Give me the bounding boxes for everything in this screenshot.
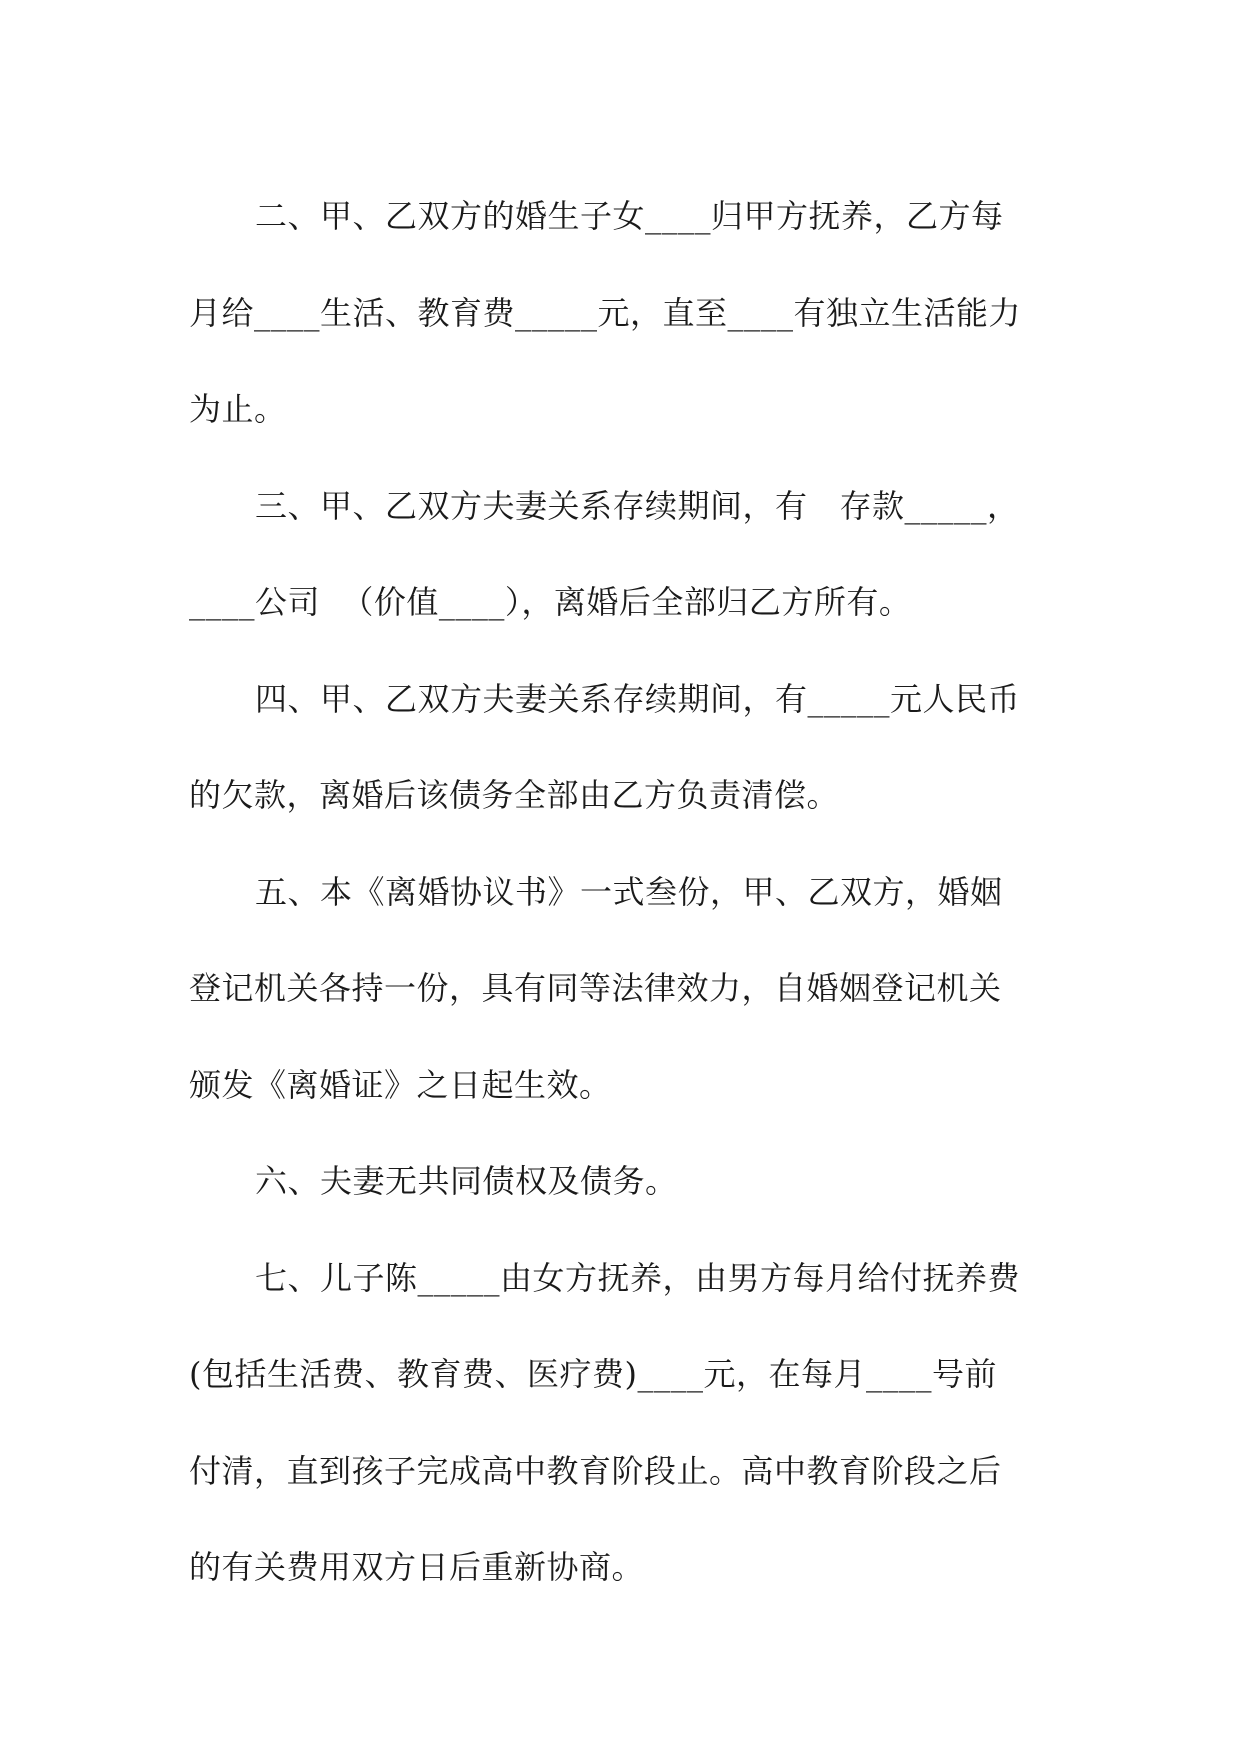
clause-5-line-3: 颁发《离婚证》之日起生效。 <box>189 1065 612 1104</box>
clause-5-line-1: 五、本《离婚协议书》一式叁份，甲、乙双方，婚姻 <box>255 872 1003 911</box>
clause-2-line-3: 为止。 <box>189 390 287 428</box>
clause-2-line-2: 月给____生活、教育费_____元，直至____有独立生活能力 <box>189 293 1022 332</box>
clause-5-line-2: 登记机关各持一份，具有同等法律效力，自婚姻登记机关 <box>189 969 1002 1007</box>
clause-3-line-1: 三、甲、乙双方夫妻关系存续期间，有 存款_____， <box>255 486 1020 525</box>
clause-2-line-1: 二、甲、乙双方的婚生子女____归甲方抚养，乙方每 <box>255 197 1004 235</box>
clause-7-line-3: 付清，直到孩子完成高中教育阶段止。高中教育阶段之后 <box>189 1451 1002 1490</box>
clause-4-line-1: 四、甲、乙双方夫妻关系存续期间，有_____元人民币 <box>255 679 1021 718</box>
clause-6-line-1: 六、夫妻无共同债权及债务。 <box>255 1162 678 1200</box>
clause-3-line-2: ____公司 （价值____），离婚后全部归乙方所有。 <box>189 583 912 621</box>
agreement-body <box>189 168 1049 1616</box>
clause-7-line-1: 七、儿子陈_____由女方抚养，由男方每月给付抚养费 <box>255 1258 1021 1297</box>
clause-7-line-4: 的有关费用双方日后重新协商。 <box>189 1548 645 1586</box>
clause-4-line-2: 的欠款，离婚后该债务全部由乙方负责清偿。 <box>189 776 840 814</box>
clause-7-line-2: (包括生活费、教育费、医疗费)____元，在每月____号前 <box>189 1355 997 1393</box>
